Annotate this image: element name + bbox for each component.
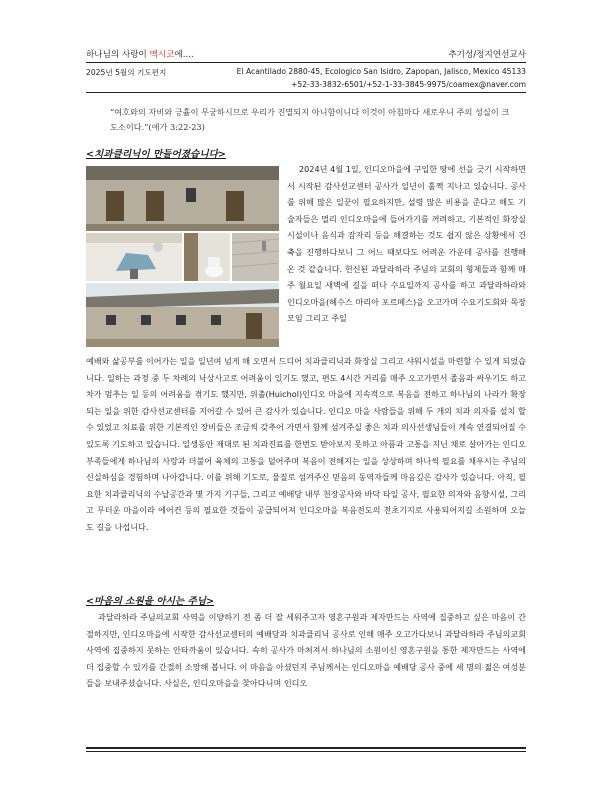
address: El Acantilado 2880-45, Ecologico San Isidro, Zapopan, Jalisco, Mexico 45133 [236,67,526,76]
letterhead-title [86,48,194,60]
restroom-photo [184,233,230,281]
section2-paragraph: 과달라하라 주님의교회 사역을 이양하기 전 좀 더 잘 세워주고자 영혼구원과 제자만드는 사역에 집중하고 싶은 마음이 간절하지만, 인디오마을에 시작한 감사선교센터의 예배당과 치과클리닉 공사로 인해 매주 오고가다보니 과달라하라 주님의교회 사역에 집중하지 못하는 안타까움이 있습니다. 속히 공사가 마쳐져서 하나님의 소원이신 영혼구원을 통한 제자만드는 사역에 더 집중할 수 있기를 간절히 소망해 봅니다. 이 마음을 아셨던지 주님께서는 인디오마을 예배당 공사 중에 세 명의 젊은 여성분들을 보내주셨습니다. 사실은, 인디오마을을 찾아다니며 인디오 [86,612,526,689]
footer-rule [86,747,526,749]
header-rule-bottom [86,92,526,93]
letterhead [86,44,526,60]
bible-verse: “여호와의 자비와 긍휼이 무궁하시므로 우리가 진멸되지 아니함이니다 이것이 아침마다 새로우니 주의 성실이 크도소이다.”(애가 3:22-23) [110,107,510,132]
building-exterior-photo [86,166,279,231]
mission-center-photo [86,283,279,347]
dental-chair-photo [86,233,182,281]
header-info [86,67,526,78]
title-prefix: 하나님의 사랑이 [86,50,150,60]
header-rule [86,62,526,63]
section-title-heart-desire: <마음의 소원을 아시는 주님> [86,596,215,607]
title-highlight: 멕시코 [149,50,175,60]
shower-photo [232,233,279,281]
footer-rule-thin [86,751,526,752]
section1-paragraph-top: 2024년 4월 1일, 인디오마을에 구입한 땅에 선을 긋기 시작하면서 시작된 감사선교센터 공사가 일년이 훌쩍 지나고 있습니다. 공사를 위해 많은 일꾼이 필요하지만, 설령 많은 비용을 준다고 해도 기술자들은 멀리 인디오마을에 들어가기를 꺼려하고, 기본적인 화장실시설이나 음식과 잠자리 등을 해결하는 것도 쉽지 않은 상황에서 건축을 진행하다보니 그 어느 때보다도 어려운 가운데 공사를 진행해 온 것 같습니다. 헌신된 과달라하라 주님의 교회의 형제들과 함께 매주 월요일 새벽에 길을 떠나 수요일까지 공사를 하고 과달라하라와 인디오마을(헤수스 마리아 포르떼스)을 오고가며 수요기도회와 목장모임 그리고 주일 [287,164,526,324]
photo-collage [86,166,279,347]
section-title-dental-clinic: <치과클리닉이 만들어졌습니다> [86,149,226,160]
letter-date: 2025년 5월의 기도편지 [86,68,167,77]
section1-paragraph-body: 예배와 삶공부를 이어가는 일을 일년여 넘게 해 오면서 드디어 치과클리닉과 화장실 그리고 샤워시설을 마련할 수 있게 되었습니다. 일하는 과정 중 두 차례의 낙상사고로 어려움이 있기도 했고, 편도 4시간 거리를 매주 오고가면서 졸음과 싸우기도 하고 차가 멈추는 일 등의 어려움을 겪기도 했지만, 위촐(Huichol)인디오 마을에 지속적으로 복음을 전하고 하나님의 나라가 확장되는 일을 위한 감사선교센터를 지어갈 수 있어 큰 감사가 있습니다. 인디오 마을 사람들을 위해 두 개의 치과 의자를 설치 할 수 있었고 치료를 위한 기본적인 장비들은 조금씩 갖추어 가면서 함께 섬겨주실 좋은 치과 의사선생님들이 계속 연결되어질 수 있도록 기도하고 있습니다. 일생동안 제대로 된 치과진료를 한번도 받아보지 못하고 아픔과 고통을 지닌 채로 살아가는 인디오 부족들에게 하나님의 사랑과 더불어 육체의 고통을 덜어주며 복음이 전해지는 일을 상상하며 하나씩 필요를 채우시는 주님의 신실하심을 경험하며 나아갑니다. 이를 위해 기도로, 물질로 섬겨주신 믿음의 동역자들께 마음깊은 감사가 있습니다. 아직, 필요한 치과클리닉의 수납공간과 몇 가지 기구들, 그리고 예배당 내부 천장공사와 바닥 타일 공사, 필요한 의자와 음향시설, 그리고 무더운 마을이라 에어컨 등의 필요한 것들이 공급되어져 인디오마을 복음전도의 전초기지로 사용되어지길 소원하며 오늘도 길을 나섭니다. [86,356,526,532]
title-suffix: 에.... [174,50,194,60]
contact-info: +52-33-3832-6501/+52-1-33-3845-9975/coamex@naver.com [291,80,526,89]
missionary-names: 추기성/정지연선교사 [448,50,526,60]
